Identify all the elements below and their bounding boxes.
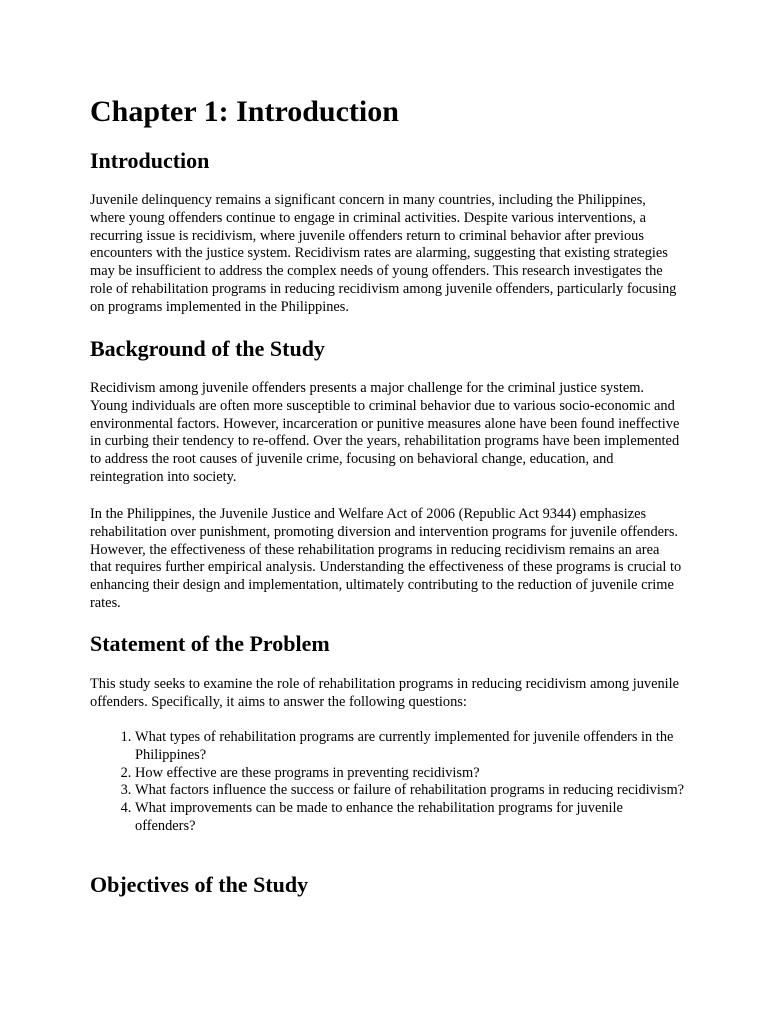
chapter-title: Chapter 1: Introduction xyxy=(90,95,399,128)
list-item: 1. What types of rehabilitation programs are currently implemented for juvenile offenders in the Philippines? xyxy=(135,729,685,765)
research-questions-list xyxy=(90,729,685,836)
list-item: 2. How effective are these programs in preventing recidivism? xyxy=(135,765,685,783)
introduction-paragraph: Juvenile delinquency remains a significant concern in many countries, including the Philippines, where young offenders continue to engage in criminal activities. Despite various interventions, a recurring issue is recidivism, where juvenile offenders return to criminal behavior after previous encounters with the justice system. Recidivism rates are alarming, suggesting that existing strategies may be insufficient to address the complex needs of young offenders. This research investigates the role of rehabilitation programs in reducing recidivism among juvenile offenders, particularly focusing on programs implemented in the Philippines. xyxy=(90,192,677,315)
list-item: 4. What improvements can be made to enhance the rehabilitation programs for juvenile offenders? xyxy=(135,800,685,836)
problem-paragraph: This study seeks to examine the role of rehabilitation programs in reducing recidivism among juvenile offenders. Specifically, it aims to answer the following questions: xyxy=(90,676,680,710)
objectives-heading: Objectives of the Study xyxy=(90,872,309,897)
problem-heading: Statement of the Problem xyxy=(90,631,330,656)
background-paragraph-1: Recidivism among juvenile offenders presents a major challenge for the criminal justice system. Young individuals are often more susceptible to criminal behavior due to various socio-economic and environmental factors. However, incarceration or punitive measures alone have been found ineffective in curbing their tendency to re-offend. Over the years, rehabilitation programs have been implemented to address the root causes of juvenile crime, focusing on behavioral change, education, and reintegration into society. xyxy=(90,380,680,485)
introduction-heading: Introduction xyxy=(90,148,210,173)
list-item: 3. What factors influence the success or failure of rehabilitation programs in reducing recidivism? xyxy=(135,782,685,800)
background-paragraph-2: In the Philippines, the Juvenile Justice and Welfare Act of 2006 (Republic Act 9344) emphasizes rehabilitation over punishment, promoting diversion and intervention programs for juvenile offenders. However, the effectiveness of these rehabilitation programs in reducing recidivism remains an area that requires further empirical analysis. Understanding the effectiveness of these programs is crucial to enhancing their design and implementation, ultimately contributing to the reduction of juvenile crime rates. xyxy=(90,506,682,611)
background-heading: Background of the Study xyxy=(90,336,325,361)
